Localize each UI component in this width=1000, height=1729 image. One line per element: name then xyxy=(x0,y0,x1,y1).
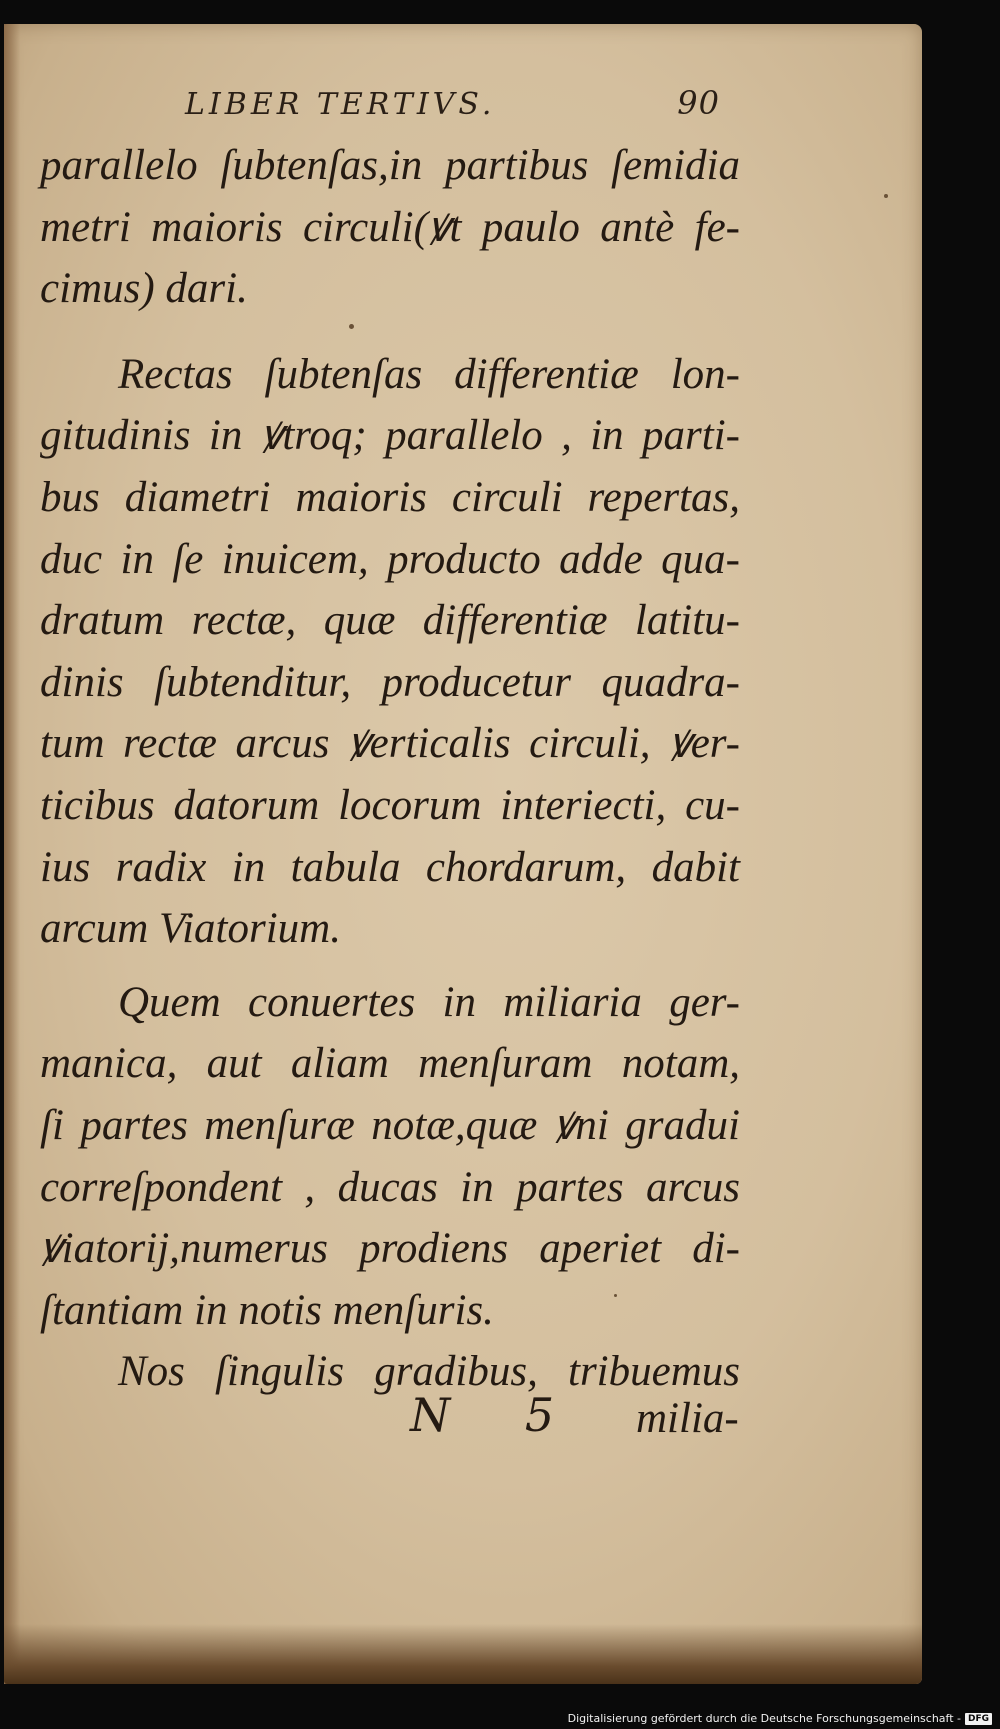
text-line: dratum rectæ, quæ differentiæ latitu- xyxy=(40,597,740,645)
text-line: ſi partes menſuræ notæ,quæ ꝟni gradui xyxy=(40,1101,740,1149)
catchword: milia- xyxy=(636,1395,739,1442)
body-text xyxy=(40,135,740,1403)
text-line: Quem conuertes in miliaria ger- xyxy=(118,978,740,1026)
text-line: tum rectæ arcus ꝟerticalis circuli, ꝟer- xyxy=(40,720,740,768)
text-line: manica, aut aliam menſuram notam, xyxy=(40,1040,740,1088)
text-line: duc in ſe inuicem, producto adde qua- xyxy=(40,535,740,583)
text-line: parallelo ſubtenſas,in partibus ſemidia xyxy=(40,142,740,189)
paragraph-gap xyxy=(40,960,740,972)
paper-speck xyxy=(884,194,888,198)
text-line: arcum Viatorium. xyxy=(40,905,341,953)
text-line: ꝟiatorij,numerus prodiens aperiet di- xyxy=(40,1225,740,1273)
signature-mark: N 5 xyxy=(410,1388,585,1442)
text-line: gitudinis in ꝟtroq; parallelo , in parti- xyxy=(40,412,740,460)
funding-credit: Digitalisierung gefördert durch die Deutsche Forschungsgemeinschaft - xyxy=(567,1712,961,1725)
dfg-logo: DFG xyxy=(965,1713,992,1725)
running-head xyxy=(185,84,720,122)
text-line: bus diametri maioris circuli repertas, xyxy=(40,473,740,521)
text-line: ius radix in tabula chordarum, dabit xyxy=(40,843,740,891)
text-line: ſtantiam in notis menſuris. xyxy=(40,1286,494,1334)
text-line: ticibus datorum locorum interiecti, cu- xyxy=(40,781,740,829)
running-title: LIBER TERTIVS. xyxy=(185,87,496,122)
footer-bar xyxy=(568,1712,992,1725)
text-line: Rectas ſubtenſas differentiæ lon- xyxy=(118,350,740,398)
text-line: Nos ſingulis gradibus, tribuemus xyxy=(118,1348,740,1396)
text-line: correſpondent , ducas in partes arcus xyxy=(40,1163,740,1211)
paragraph-gap xyxy=(40,320,740,344)
text-line: dinis ſubtenditur, producetur quadra- xyxy=(40,658,740,706)
text-line: metri maioris circuli(ꝟt paulo antè fe- xyxy=(40,203,740,251)
text-line: cimus) dari. xyxy=(40,265,248,313)
page-number: 90 xyxy=(677,84,720,122)
